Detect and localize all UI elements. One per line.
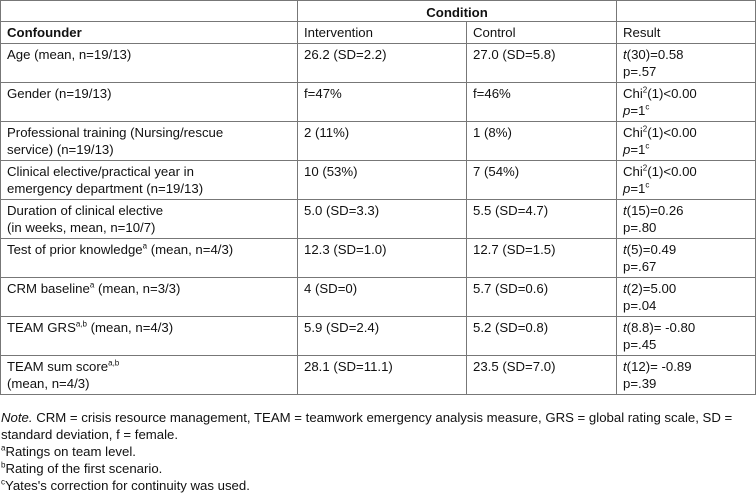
- table-row: [1, 239, 756, 278]
- control-value: 7 (54%): [467, 161, 617, 200]
- table-row: [1, 317, 756, 356]
- intervention-value: 5.9 (SD=2.4): [298, 317, 467, 356]
- table-row: [1, 278, 756, 317]
- intervention-value: 10 (53%): [298, 161, 467, 200]
- result-value: t(15)=0.26 p=.80: [617, 200, 756, 239]
- intervention-value: 2 (11%): [298, 122, 467, 161]
- control-value: 12.7 (SD=1.5): [467, 239, 617, 278]
- result-value: t(8.8)= -0.80 p=.45: [617, 317, 756, 356]
- control-value: 5.2 (SD=0.8): [467, 317, 617, 356]
- header-empty-cell: [617, 1, 756, 22]
- header-empty-cell: [1, 1, 298, 22]
- result-value: Chi$^2$(1)<0.00 $p=1^c$: [617, 83, 756, 122]
- header-control: Control: [467, 22, 617, 44]
- intervention-value: 28.1 (SD=11.1): [298, 356, 467, 395]
- intervention-value: 12.3 (SD=1.0): [298, 239, 467, 278]
- header-result: Result: [617, 22, 756, 44]
- result-value: t(2)=5.00 p=.04: [617, 278, 756, 317]
- result-value: Chi$^2$(1)<0.00 $p=1^c$: [617, 161, 756, 200]
- confounder-label: Gender (n=19/13): [1, 83, 298, 122]
- table-row: [1, 122, 756, 161]
- confounder-label: Clinical elective/practical year in emergency department (n=19/13): [1, 161, 298, 200]
- control-value: 1 (8%): [467, 122, 617, 161]
- header-row-columns: [1, 22, 756, 44]
- intervention-value: 4 (SD=0): [298, 278, 467, 317]
- result-value: t(30)=0.58 p=.57: [617, 44, 756, 83]
- table-row: [1, 44, 756, 83]
- confounder-label: CRM baseline$^a$ (mean, n=3/3): [1, 278, 298, 317]
- header-row-condition: [1, 1, 756, 22]
- table-row: [1, 200, 756, 239]
- table-notes: [1, 409, 753, 494]
- confounder-label: Age (mean, n=19/13): [1, 44, 298, 83]
- control-value: 5.5 (SD=4.7): [467, 200, 617, 239]
- confounder-label: Duration of clinical elective (in weeks, mean, n=10/7): [1, 200, 298, 239]
- confounder-label: Test of prior knowledge$^a$ (mean, n=4/3): [1, 239, 298, 278]
- control-value: f=46%: [467, 83, 617, 122]
- confounder-label: TEAM sum score$^{a,b}$ (mean, n=4/3): [1, 356, 298, 395]
- footnote-c: $^c$Yates's correction for continuity was used.: [1, 477, 250, 493]
- intervention-value: f=47%: [298, 83, 467, 122]
- header-confounder: Confounder: [1, 22, 298, 44]
- result-value: t(12)= -0.89 p=.39: [617, 356, 756, 395]
- control-value: 23.5 (SD=7.0): [467, 356, 617, 395]
- header-intervention: Intervention: [298, 22, 467, 44]
- control-value: 27.0 (SD=5.8): [467, 44, 617, 83]
- confounder-label: TEAM GRS$^{a,b}$ (mean, n=4/3): [1, 317, 298, 356]
- table-row: [1, 161, 756, 200]
- confounder-label: Professional training (Nursing/rescue service) (n=19/13): [1, 122, 298, 161]
- header-condition: Condition: [298, 1, 617, 22]
- intervention-value: 26.2 (SD=2.2): [298, 44, 467, 83]
- note-abbreviations: Note. CRM = crisis resource management, TEAM = teamwork emergency analysis measure, GRS = global rating scale, SD = standard deviation, f = female.: [1, 410, 733, 442]
- footnote-b: $^b$Rating of the first scenario.: [1, 460, 163, 476]
- control-value: 5.7 (SD=0.6): [467, 278, 617, 317]
- result-value: t(5)=0.49 p=.67: [617, 239, 756, 278]
- table-row: [1, 356, 756, 395]
- table-row: [1, 83, 756, 122]
- footnote-a: $^a$Ratings on team level.: [1, 443, 136, 459]
- result-value: Chi$^2$(1)<0.00 $p=1^c$: [617, 122, 756, 161]
- intervention-value: 5.0 (SD=3.3): [298, 200, 467, 239]
